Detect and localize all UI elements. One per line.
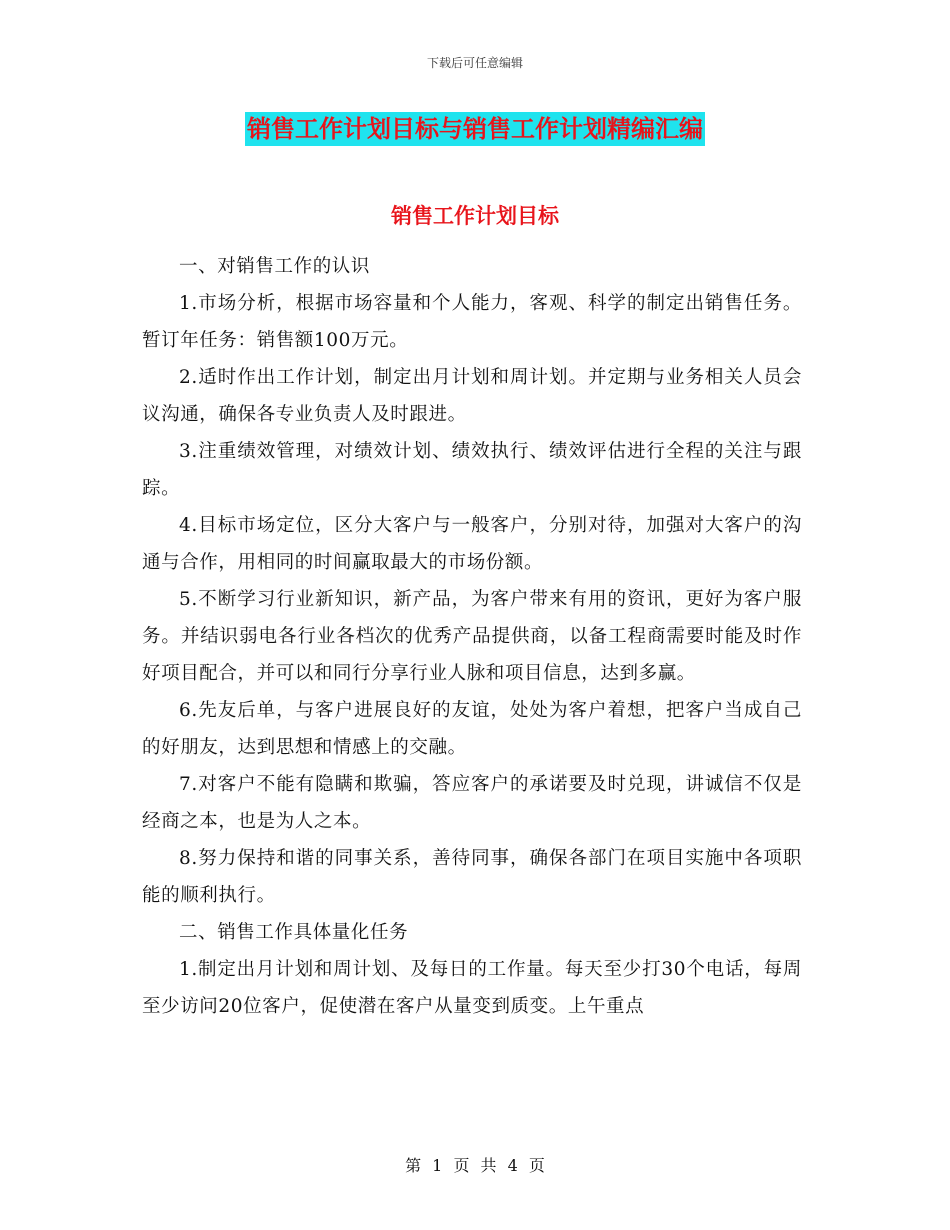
paragraph: 6.先友后单，与客户进展良好的友谊，处处为客户着想，把客户当成自己的好朋友，达到思想和情感上的交融。: [142, 700, 802, 758]
paragraph-heading-1: 一、对销售工作的认识: [179, 256, 371, 277]
paragraph: 8.努力保持和谐的同事关系，善待同事，确保各部门在项目实施中各项职能的顺利执行。: [142, 848, 802, 906]
section-title: 销售工作计划目标: [391, 204, 559, 228]
header-note: 下载后可任意编辑: [426, 56, 523, 70]
paragraph: 1.市场分析，根据市场容量和个人能力，客观、科学的制定出销售任务。暂订年任务：销售额100万元。: [142, 293, 802, 351]
document-title: 销售工作计划目标与销售工作计划精编汇编: [245, 112, 705, 146]
paragraph: 2.适时作出工作计划，制定出月计划和周计划。并定期与业务相关人员会议沟通，确保各专业负责人及时跟进。: [142, 367, 802, 425]
paragraph: 7.对客户不能有隐瞒和欺骗，答应客户的承诺要及时兑现，讲诚信不仅是经商之本，也是为人之本。: [142, 774, 802, 832]
paragraph: 5.不断学习行业新知识，新产品，为客户带来有用的资讯，更好为客户服务。并结识弱电各行业各档次的优秀产品提供商，以备工程商需要时能及时作好项目配合，并可以和同行分享行业人脉和项目信息，达到多赢。: [142, 589, 802, 684]
page-number: 第 1 页 共 4 页: [405, 1156, 545, 1175]
paragraph-heading-2: 二、销售工作具体量化任务: [179, 922, 409, 943]
document-body: [142, 248, 802, 1025]
paragraph: 3.注重绩效管理，对绩效计划、绩效执行、绩效评估进行全程的关注与跟踪。: [142, 441, 802, 499]
document-title-container: [0, 112, 950, 146]
paragraph: 4.目标市场定位，区分大客户与一般客户，分别对待，加强对大客户的沟通与合作，用相同的时间赢取最大的市场份额。: [142, 515, 802, 573]
paragraph: 1.制定出月计划和周计划、及每日的工作量。每天至少打30个电话，每周至少访问20位客户，促使潜在客户从量变到质变。上午重点: [142, 959, 802, 1017]
